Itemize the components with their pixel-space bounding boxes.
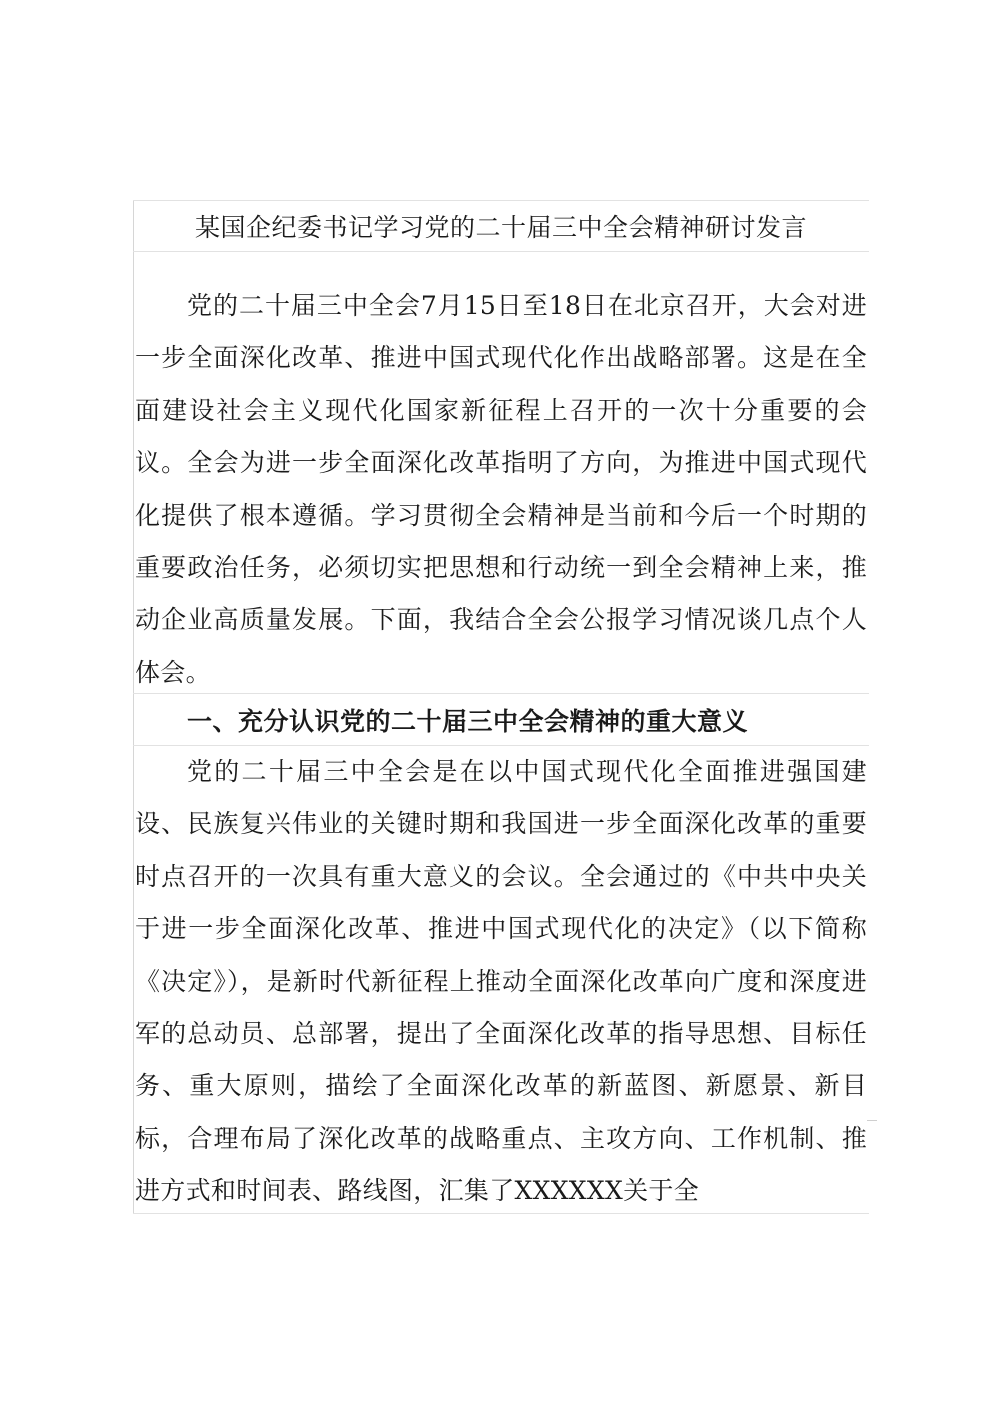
margin-mark	[867, 1120, 877, 1121]
section-heading-1: 一、充分认识党的二十届三中全会精神的重大意义	[187, 707, 749, 736]
body-paragraph-2: 党的二十届三中全会是在以中国式现代化全面推进强国建设、民族复兴伟业的关键时期和我国进一步全面深化改革的重要时点召开的一次具有重大意义的会议。全会通过的《中共中央关于进一步全面深化改革、推进中国式现代化的决定》（以下简称《决定》），是新时代新征程上推动全面深化改革向广度和深度进军的总动员、总部署，提出了全面深化改革的指导思想、目标任务、重大原则，描绘了全面深化改革的新蓝图、新愿景、新目标，合理布局了深化改革的战略重点、主攻方向、工作机制、推进方式和时间表、路线图，汇集了XXXXXX关于全	[135, 757, 867, 1206]
divider-under-title	[133, 251, 869, 252]
body-paragraph-1: 党的二十届三中全会7月15日至18日在北京召开，大会对进一步全面深化改革、推进中国式现代化作出战略部署。这是在全面建设社会主义现代化国家新征程上召开的一次十分重要的会议。全会为进一步全面深化改革指明了方向，为推进中国式现代化提供了根本遵循。学习贯彻全会精神是当前和今后一个时期的重要政治任务，必须切实把思想和行动统一到全会精神上来，推动企业高质量发展。下面，我结合全会公报学习情况谈几点个人体会。	[135, 291, 867, 687]
document-title: 某国企纪委书记学习党的二十届三中全会精神研讨发言	[194, 213, 807, 242]
divider-top	[133, 200, 869, 201]
